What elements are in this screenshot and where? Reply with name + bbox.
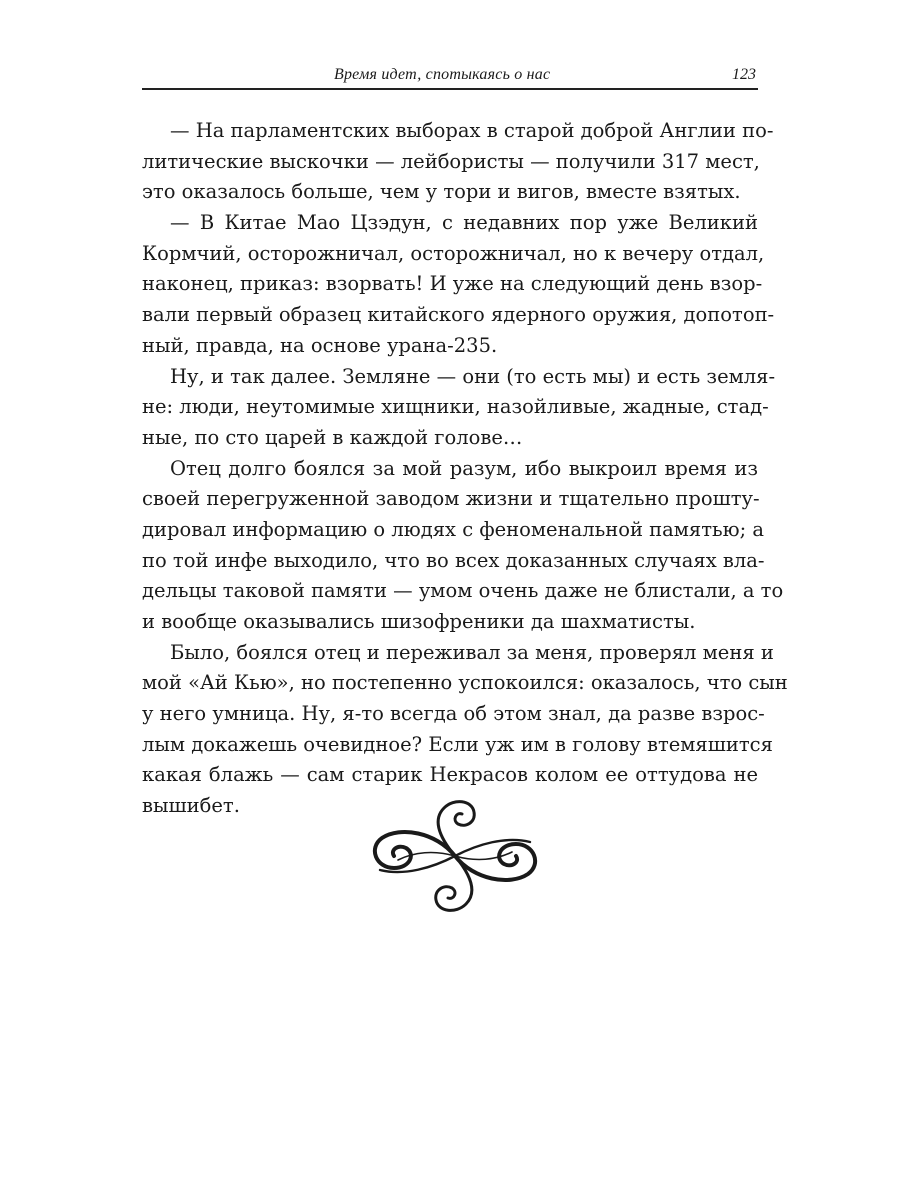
paragraph: [142, 638, 788, 822]
text-line: Ну, и так далее. Земляне — они (то есть мы) и есть земля-: [170, 364, 776, 388]
text-line: Отец долго боялся за мой разум, ибо выкроил время из: [170, 456, 758, 480]
flourish-ornament-icon: [370, 798, 540, 914]
text-line: какая блажь — сам старик Некрасов колом ее оттудова не: [142, 763, 758, 787]
text-line: дировал информацию о людях с феноменальной памятью; а: [142, 517, 765, 541]
text-line: вали первый образец китайского ядерного оружия, допотоп-: [142, 303, 775, 327]
text-line: по той инфе выходило, что во всех доказанных случаях вла-: [142, 548, 765, 572]
text-line: Было, боялся отец и переживал за меня, проверял меня и: [170, 640, 774, 664]
text-line: лым докажешь очевидное? Если уж им в голову втемяшится: [142, 732, 773, 756]
text-line: вышибет.: [142, 794, 240, 818]
running-header: [142, 60, 758, 90]
text-line: Кормчий, осторожничал, осторожничал, но к вечеру отдал,: [142, 241, 765, 265]
text-line: это оказалось больше, чем у тори и вигов, вместе взятых.: [142, 180, 741, 204]
paragraph: [142, 116, 774, 208]
page-number: 123: [732, 66, 756, 83]
text-line: наконец, приказ: взорвать! И уже на следующий день взор-: [142, 272, 763, 296]
text-line: дельцы таковой памяти — умом очень даже не блистали, а то: [142, 579, 784, 603]
paragraph: [142, 454, 784, 638]
running-title: Время идет, спотыкаясь о нас: [334, 66, 551, 83]
paragraph: [142, 208, 775, 361]
text-line: мой «Ай Кью», но постепенно успокоился: оказалось, что сын: [142, 671, 788, 695]
body-text: [142, 116, 788, 822]
text-line: ные, по сто царей в каждой голове…: [142, 425, 523, 449]
text-line: не: люди, неутомимые хищники, назойливые, жадные, стад-: [142, 395, 769, 419]
text-line: своей перегруженной заводом жизни и тщательно прошту-: [142, 487, 760, 511]
text-line: литические выскочки — лейбористы — получили 317 мест,: [142, 149, 760, 173]
text-line: у него умница. Ну, я-то всегда об этом знал, да разве взрос-: [142, 702, 765, 726]
text-line: и вообще оказывались шизофреники да шахматисты.: [142, 610, 696, 633]
text-line: ный, правда, на основе урана-235.: [142, 333, 498, 357]
paragraph: [142, 362, 776, 454]
text-line: — На парламентских выборах в старой доброй Англии по-: [170, 119, 774, 142]
text-line: — В Китае Мао Цзэдун, с недавних пор уже Великий: [170, 211, 758, 235]
